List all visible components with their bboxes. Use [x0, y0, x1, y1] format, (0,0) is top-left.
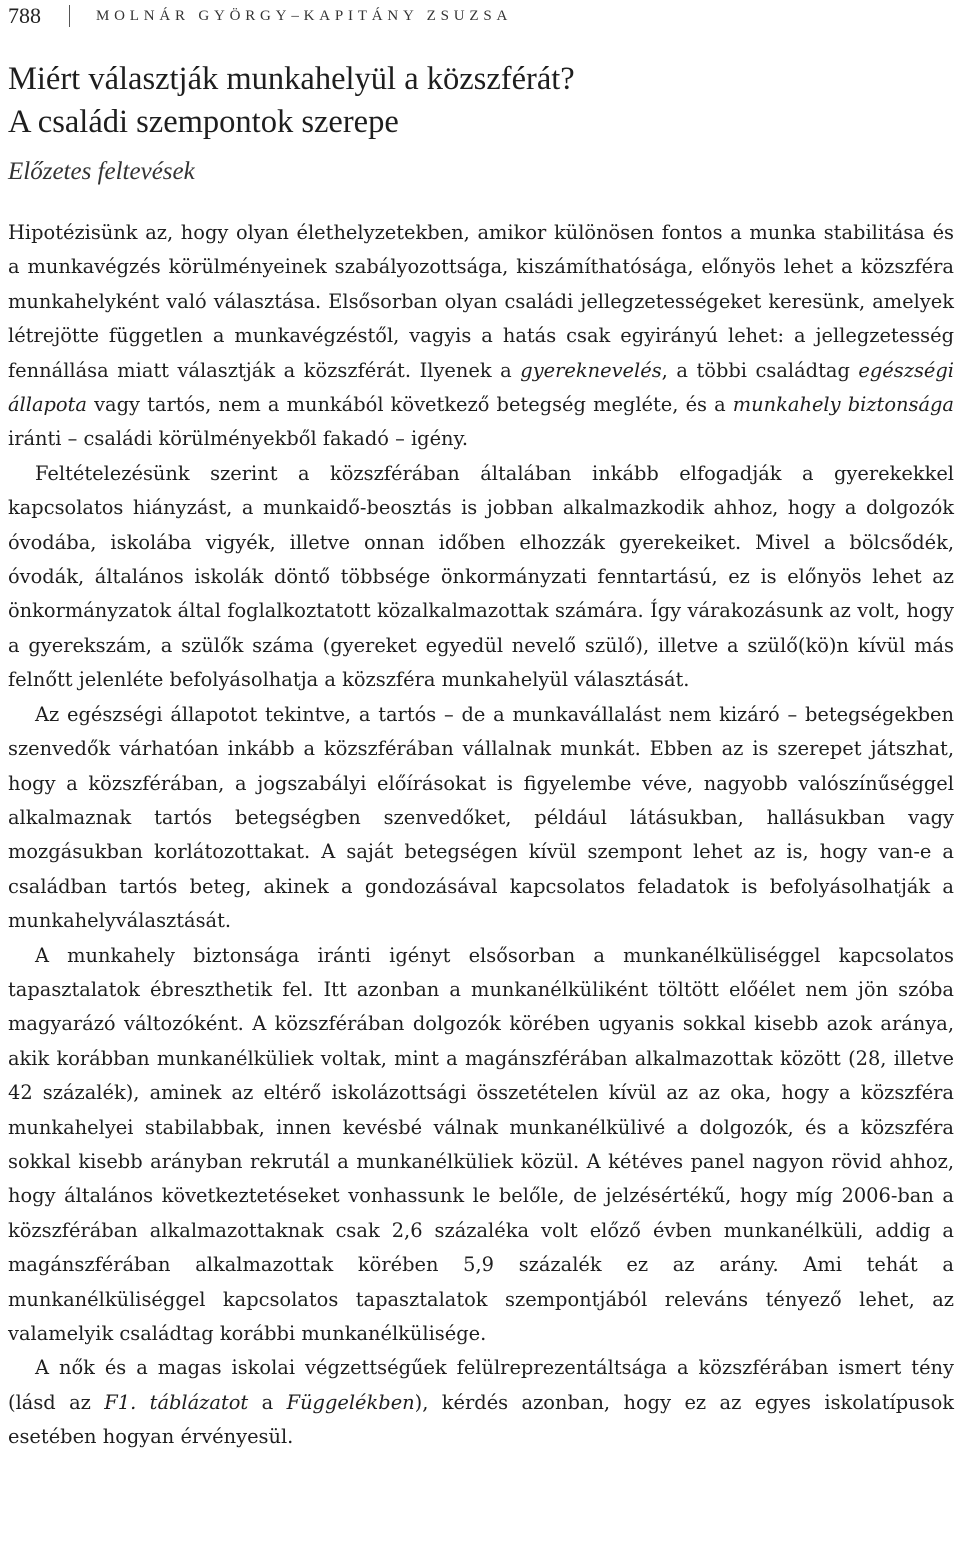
paragraph-1-text: iránti – családi körülményekből fakadó – igény.: [8, 427, 469, 451]
page-number: 788: [8, 3, 41, 28]
section-title-line-1: Miért választják munkahelyül a közszférát?: [8, 61, 575, 97]
paragraph-1-text: vagy tartós, nem a munkából következő betegség megléte, és a: [86, 393, 733, 417]
paragraph-4: A munkahely biztonsága iránti igényt elsősorban a munkanélküliséggel kapcsolatos tapasztalatok ébreszthetik fel. Itt azonban a munkanélküliként töltött előélet nem jön szóba magyarázó változóként. A közszférában dolgozók körében ugyanis sokkal kisebb azok aránya, akik korábban munkanélküliek voltak, mint a magánszférában alkalmazottak között (28, illetve 42 százalék), aminek az eltérő iskolázottsági összetételen kívül az az oka, hogy a közszféra munkahelyei stabilabbak, innen kevésbé válnak munkanélkülivé a dolgozók, és a közszféra sokkal kisebb arányban rekrutál a munkanélküliek közül. A kétéves panel nagyon rövid ahhoz, hogy általános következtetéseket vonhassunk le belőle, de jelzésértékű, hogy míg 2006-ban a közszférában alkalmazottaknak csak 2,6 százaléka volt előző évben munkanélküli, addig a magánszférában alkalmazottak körében 5,9 százalék ez az arány. Ami tehát a munkanélküliséggel kapcsolatos tapasztalatok szempontjából releváns tényező lehet, az valamelyik családtag korábbi munkanélkülisége.: [8, 943, 954, 1345]
running-head-divider: [69, 5, 70, 27]
paragraph-5-text: ), kérdés azonban, hogy ez az egyes iskolatípusok esetében hogyan érvényesül.: [8, 1390, 955, 1449]
paragraph-5-text: a: [248, 1390, 287, 1414]
running-head: [8, 0, 954, 32]
emphasis-gyereknevelés: gyereknevelés: [520, 358, 662, 382]
subsection-title: Előzetes feltevések: [8, 158, 195, 185]
paragraph-2: Feltételezésünk szerint a közszférában általában inkább elfogadják a gyerekekkel kapcsolatos hiányzást, a munkaidő-beosztás is jobban alkalmazkodik ahhoz, hogy a dolgozók óvodába, iskolába vigyék, illetve onnan időben elhozzák gyerekeiket. Mivel a bölcsődék, óvodák, általános iskolák döntő többsége önkormányzati fenntartású, ez is előnyös lehet az önkormányzatok által foglalkoztatott közalkalmazottak számára. Így várakozásunk az volt, hogy a gyerekszám, a szülők száma (gyereket egyedül nevelő szülő), illetve a szülő(kö)n kívül más felnőtt jelenléte befolyásolhatja a közszféra munkahelyül választását.: [8, 461, 954, 692]
paragraph-5: [8, 1351, 954, 1454]
emphasis-munkahely-biztonsaga: munkahely biztonsága: [732, 393, 954, 417]
paragraph-5-text: A nők és a magas iskolai végzettségűek felülreprezentáltsága a közszférában ismert tény (lásd az: [8, 1356, 954, 1414]
section-title: [8, 58, 954, 144]
paragraph-1-text: Hipotézisünk az, hogy olyan élethelyzetekben, amikor különösen fontos a munka stabilitása és a munkavégzés körülményeinek szabályozottsága, kiszámíthatósága, előnyös lehet a közszféra munkahelyként való választása. Elsősorban olyan családi jellegzetességeket keresünk, amelyek létrejötte független a munkavégzéstől, vagyis a hatás csak egyirányú lehet: a jellegzetesség fennállása miatt választják a közszférát. Ilyenek a: [8, 221, 954, 382]
emphasis-egeszsegi-allapota: egészségi állapota: [8, 358, 954, 417]
section-title-line-2: A családi szempontok szerepe: [8, 104, 399, 140]
paragraph-1-text: , a többi családtag: [661, 358, 859, 382]
paragraph-3: Az egészségi állapotot tekintve, a tartós – de a munkavállalást nem kizáró – betegségekben szenvedők várhatóan inkább a közszférában vállalnak munkát. Ebben az is szerepet játszhat, hogy a közszférában, a jogszabályi előírásokat is figyelembe véve, nagyobb valószínűséggel alkalmaznak tartós betegségben szenvedőket, például látásukban, hallásukban vagy mozgásukban korlátozottakat. A saját betegségen kívül szempont lehet az is, hogy van-e a családban tartós beteg, akinek a gondozásával kapcsolatos feladatok is befolyásolhatják a munkahelyválasztását.: [8, 702, 954, 933]
paragraph-1: [8, 216, 954, 457]
running-head-authors: MOLNÁR GYÖRGY–KAPITÁNY ZSUZSA: [96, 7, 513, 24]
appendix-reference: Függelékben: [286, 1390, 415, 1414]
body-text: [8, 216, 954, 1455]
table-reference: F1. táblázatot: [104, 1390, 249, 1414]
